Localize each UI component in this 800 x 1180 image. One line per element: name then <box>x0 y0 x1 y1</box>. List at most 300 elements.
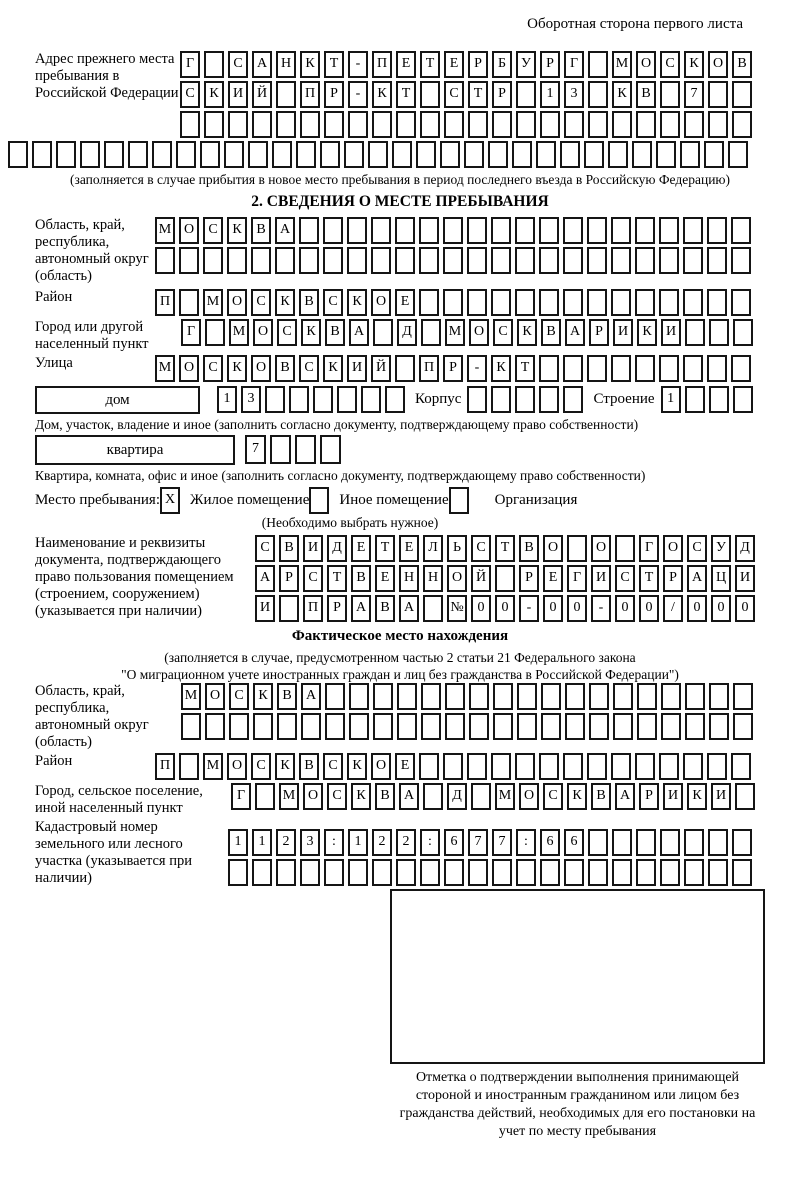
char-cell: И <box>661 319 681 346</box>
char-cell <box>32 141 52 168</box>
char-cell <box>683 289 703 316</box>
char-cell: К <box>517 319 537 346</box>
char-cell <box>467 753 487 780</box>
char-cell <box>683 217 703 244</box>
char-cell: К <box>567 783 587 810</box>
char-cell: М <box>279 783 299 810</box>
char-cell <box>563 753 583 780</box>
char-cell <box>563 217 583 244</box>
prev-address-block <box>35 51 765 141</box>
char-cell <box>685 713 705 740</box>
checkbox-residential: X <box>160 487 180 514</box>
fact-region-block <box>35 683 765 751</box>
char-cell <box>733 713 753 740</box>
char-cell: 2 <box>276 829 296 856</box>
cadastral-label: Кадастровый номер земельного или лесного участка (указывается при наличии) <box>35 819 192 886</box>
actual-location-note-2: "О миграционном учете иностранных граждан и лиц без гражданства в Российской Федерации") <box>121 667 679 682</box>
char-cell <box>299 247 319 274</box>
char-cell <box>491 386 511 413</box>
char-cell <box>347 217 367 244</box>
char-cell: Р <box>492 81 512 108</box>
char-cell <box>444 859 464 886</box>
char-cell: А <box>399 595 419 622</box>
char-cell <box>635 289 655 316</box>
char-cell <box>589 713 609 740</box>
char-cell: Е <box>375 565 395 592</box>
char-cell <box>421 683 441 710</box>
char-cell: К <box>275 753 295 780</box>
char-cell <box>253 713 273 740</box>
char-cell: О <box>543 535 563 562</box>
char-cell: О <box>253 319 273 346</box>
char-cell: 1 <box>252 829 272 856</box>
char-cell <box>635 753 655 780</box>
char-cell <box>707 247 727 274</box>
char-cell <box>395 355 415 382</box>
char-cell: В <box>251 217 271 244</box>
char-cell: 0 <box>639 595 659 622</box>
char-cell: Т <box>375 535 395 562</box>
char-cell <box>395 217 415 244</box>
char-cell <box>251 247 271 274</box>
char-cell <box>337 386 357 413</box>
char-cell <box>708 81 728 108</box>
char-cell: Р <box>279 565 299 592</box>
char-cell: Г <box>231 783 251 810</box>
char-cell <box>181 713 201 740</box>
char-cell <box>155 247 175 274</box>
char-cell: 2 <box>396 829 416 856</box>
char-cell <box>421 319 441 346</box>
char-cell <box>275 247 295 274</box>
char-cell <box>707 289 727 316</box>
char-cell <box>468 859 488 886</box>
char-cell <box>416 141 436 168</box>
stroenie-label: Строение <box>593 391 655 407</box>
char-cell <box>613 713 633 740</box>
char-cell <box>613 683 633 710</box>
char-cell <box>611 217 631 244</box>
char-cell: Г <box>180 51 200 78</box>
char-cell <box>564 859 584 886</box>
char-cell <box>731 217 751 244</box>
char-cell: К <box>491 355 511 382</box>
char-cell: М <box>181 683 201 710</box>
street-block <box>35 355 765 382</box>
char-cell <box>588 111 608 138</box>
char-cell <box>469 713 489 740</box>
char-cell <box>397 713 417 740</box>
char-cell: У <box>516 51 536 78</box>
char-cell <box>296 141 316 168</box>
char-cell <box>660 81 680 108</box>
char-cell: К <box>612 81 632 108</box>
char-cell <box>708 111 728 138</box>
char-cell: С <box>471 535 491 562</box>
char-cell: А <box>255 565 275 592</box>
char-cell <box>443 289 463 316</box>
prev-address-row-4 <box>8 141 765 168</box>
char-cell <box>709 386 729 413</box>
char-cell <box>276 111 296 138</box>
char-cell: С <box>660 51 680 78</box>
char-cell: О <box>591 535 611 562</box>
char-cell: Т <box>324 51 344 78</box>
char-cell <box>324 859 344 886</box>
char-cell <box>179 247 199 274</box>
char-cell <box>733 319 753 346</box>
char-cell: 7 <box>245 435 266 464</box>
char-cell <box>541 683 561 710</box>
house-caption: Дом, участок, владение и иное (заполнить согласно документу, подтверждающему право собственности) <box>35 417 639 432</box>
char-cell <box>659 753 679 780</box>
char-cell: 6 <box>444 829 464 856</box>
char-cell <box>731 247 751 274</box>
char-cell: К <box>301 319 321 346</box>
char-cell: Д <box>447 783 467 810</box>
char-cell <box>680 141 700 168</box>
char-cell <box>372 111 392 138</box>
char-cell: Р <box>639 783 659 810</box>
char-cell <box>373 713 393 740</box>
char-cell: А <box>252 51 272 78</box>
char-cell <box>635 355 655 382</box>
char-cell: П <box>300 81 320 108</box>
char-cell: С <box>180 81 200 108</box>
apartment-cells <box>245 435 345 464</box>
char-cell <box>205 713 225 740</box>
char-cell <box>661 683 681 710</box>
char-cell <box>299 217 319 244</box>
char-cell: В <box>351 565 371 592</box>
char-cell <box>587 355 607 382</box>
char-cell: - <box>519 595 539 622</box>
char-cell: К <box>204 81 224 108</box>
fact-region-cells <box>181 683 765 743</box>
char-cell <box>732 829 752 856</box>
fact-region-row-2 <box>181 713 765 740</box>
char-cell <box>349 713 369 740</box>
char-cell <box>204 51 224 78</box>
char-cell: О <box>251 355 271 382</box>
char-cell <box>632 141 652 168</box>
char-cell <box>493 713 513 740</box>
char-cell <box>228 111 248 138</box>
fact-district-block <box>35 753 765 780</box>
char-cell <box>368 141 388 168</box>
char-cell <box>420 859 440 886</box>
char-cell <box>444 111 464 138</box>
char-cell: К <box>300 51 320 78</box>
char-cell: 1 <box>217 386 237 413</box>
char-cell <box>516 111 536 138</box>
char-cell: С <box>203 217 223 244</box>
char-cell <box>371 247 391 274</box>
char-cell: Р <box>324 81 344 108</box>
stroenie-cells <box>661 386 757 413</box>
char-cell <box>289 386 309 413</box>
char-cell: Ц <box>711 565 731 592</box>
char-cell <box>176 141 196 168</box>
char-cell: Н <box>399 565 419 592</box>
char-cell: : <box>420 829 440 856</box>
char-cell: М <box>445 319 465 346</box>
char-cell <box>491 247 511 274</box>
char-cell: О <box>636 51 656 78</box>
char-cell: С <box>255 535 275 562</box>
fact-region-label: Область, край, республика, автономный округ (область) <box>35 683 149 750</box>
char-cell <box>709 713 729 740</box>
char-cell: О <box>227 289 247 316</box>
char-cell <box>709 319 729 346</box>
char-cell <box>320 141 340 168</box>
char-cell <box>385 386 405 413</box>
char-cell: М <box>203 753 223 780</box>
char-cell: В <box>591 783 611 810</box>
char-cell: Е <box>395 289 415 316</box>
char-cell <box>709 683 729 710</box>
char-cell <box>659 289 679 316</box>
char-cell <box>492 859 512 886</box>
actual-location-title: Фактическое место нахождения <box>291 628 509 644</box>
char-cell: 0 <box>471 595 491 622</box>
char-cell: С <box>228 51 248 78</box>
char-cell <box>300 859 320 886</box>
char-cell <box>224 141 244 168</box>
char-cell <box>683 247 703 274</box>
char-cell <box>493 683 513 710</box>
char-cell: М <box>155 355 175 382</box>
char-cell <box>104 141 124 168</box>
char-cell: В <box>275 355 295 382</box>
char-cell <box>660 859 680 886</box>
char-cell <box>708 859 728 886</box>
char-cell: А <box>687 565 707 592</box>
char-cell <box>179 289 199 316</box>
char-cell <box>488 141 508 168</box>
char-cell: С <box>615 565 635 592</box>
char-cell: К <box>275 289 295 316</box>
char-cell <box>396 111 416 138</box>
apartment-caption: Квартира, комната, офис и иное (заполнить согласно документу, подтверждающему право собственности) <box>35 468 646 483</box>
char-cell: О <box>519 783 539 810</box>
document-block <box>35 535 765 625</box>
char-cell <box>200 141 220 168</box>
char-cell: - <box>348 81 368 108</box>
char-cell <box>707 753 727 780</box>
prev-address-row-3 <box>180 111 765 138</box>
char-cell: 0 <box>687 595 707 622</box>
char-cell: 1 <box>661 386 681 413</box>
char-cell <box>563 247 583 274</box>
char-cell <box>443 247 463 274</box>
char-cell: С <box>303 565 323 592</box>
char-cell: О <box>303 783 323 810</box>
fact-city-row <box>231 783 759 810</box>
stay-type-note: (Необходимо выбрать нужное) <box>261 515 439 530</box>
stay-type-label: Место пребывания: <box>35 492 160 508</box>
char-cell: С <box>251 289 271 316</box>
char-cell: 0 <box>567 595 587 622</box>
char-cell: А <box>275 217 295 244</box>
char-cell: И <box>303 535 323 562</box>
char-cell <box>445 713 465 740</box>
confirmation-stamp-area <box>390 889 765 1141</box>
char-cell <box>731 355 751 382</box>
char-cell <box>397 683 417 710</box>
char-cell <box>392 141 412 168</box>
char-cell: Е <box>351 535 371 562</box>
char-cell <box>684 859 704 886</box>
char-cell <box>265 386 285 413</box>
char-cell <box>420 111 440 138</box>
char-cell <box>349 683 369 710</box>
char-cell <box>635 217 655 244</box>
char-cell: С <box>251 753 271 780</box>
char-cell: М <box>203 289 223 316</box>
char-cell <box>611 753 631 780</box>
char-cell: - <box>467 355 487 382</box>
district-block <box>35 289 765 316</box>
apartment-box: квартира <box>35 435 235 465</box>
char-cell <box>704 141 724 168</box>
char-cell <box>515 753 535 780</box>
char-cell <box>587 289 607 316</box>
korpus-label: Корпус <box>415 391 462 407</box>
char-cell: К <box>253 683 273 710</box>
char-cell <box>516 859 536 886</box>
char-cell <box>612 111 632 138</box>
fact-district-label: Район <box>35 753 73 769</box>
char-cell: И <box>613 319 633 346</box>
char-cell <box>204 111 224 138</box>
actual-location-note-1: (заполняется в случае, предусмотренном частью 2 статьи 21 Федерального закона <box>164 650 636 665</box>
char-cell <box>279 595 299 622</box>
char-cell: Р <box>540 51 560 78</box>
fact-district-row <box>155 753 755 780</box>
char-cell <box>563 386 583 413</box>
char-cell <box>344 141 364 168</box>
char-cell: 1 <box>228 829 248 856</box>
cadastral-cells <box>228 829 765 889</box>
char-cell: А <box>301 683 321 710</box>
char-cell <box>636 111 656 138</box>
char-cell: Т <box>420 51 440 78</box>
char-cell <box>396 859 416 886</box>
char-cell <box>464 141 484 168</box>
char-cell <box>8 141 28 168</box>
char-cell <box>276 81 296 108</box>
apartment-row <box>35 435 765 465</box>
char-cell: П <box>155 753 175 780</box>
char-cell <box>325 713 345 740</box>
char-cell <box>684 829 704 856</box>
char-cell <box>587 217 607 244</box>
char-cell <box>492 111 512 138</box>
char-cell: М <box>155 217 175 244</box>
char-cell <box>80 141 100 168</box>
char-cell <box>495 565 515 592</box>
char-cell <box>683 753 703 780</box>
cadastral-row-2 <box>228 859 765 886</box>
char-cell: Т <box>515 355 535 382</box>
char-cell <box>419 753 439 780</box>
char-cell <box>277 713 297 740</box>
char-cell <box>179 753 199 780</box>
char-cell <box>419 217 439 244</box>
char-cell: О <box>205 683 225 710</box>
char-cell <box>468 111 488 138</box>
char-cell: У <box>711 535 731 562</box>
char-cell: - <box>591 595 611 622</box>
char-cell: И <box>711 783 731 810</box>
char-cell <box>371 217 391 244</box>
char-cell <box>733 683 753 710</box>
char-cell <box>541 713 561 740</box>
char-cell: С <box>493 319 513 346</box>
char-cell <box>491 217 511 244</box>
char-cell <box>276 859 296 886</box>
char-cell <box>419 289 439 316</box>
korpus-cells <box>467 386 587 413</box>
char-cell <box>420 81 440 108</box>
char-cell <box>659 217 679 244</box>
char-cell <box>539 217 559 244</box>
confirmation-stamp-caption: Отметка о подтверждении выполнения принимающей стороной и иностранным гражданином или лицом без гражданства действий, необходимых для его постановки на учет по месту пребывания <box>399 1070 756 1139</box>
char-cell: К <box>227 355 247 382</box>
char-cell: 2 <box>372 829 392 856</box>
char-cell: Т <box>639 565 659 592</box>
char-cell <box>128 141 148 168</box>
char-cell: А <box>399 783 419 810</box>
char-cell <box>584 141 604 168</box>
char-cell <box>732 859 752 886</box>
char-cell <box>731 289 751 316</box>
char-cell <box>539 753 559 780</box>
char-cell: К <box>347 753 367 780</box>
char-cell <box>395 247 415 274</box>
char-cell <box>612 859 632 886</box>
char-cell: К <box>323 355 343 382</box>
char-cell: Д <box>397 319 417 346</box>
char-cell <box>515 289 535 316</box>
region-cells <box>155 217 765 277</box>
char-cell <box>471 783 491 810</box>
char-cell <box>301 713 321 740</box>
char-cell: Т <box>396 81 416 108</box>
char-cell <box>539 355 559 382</box>
char-cell: А <box>565 319 585 346</box>
char-cell <box>707 217 727 244</box>
char-cell: Т <box>495 535 515 562</box>
char-cell <box>324 111 344 138</box>
char-cell <box>361 386 381 413</box>
char-cell <box>589 683 609 710</box>
char-cell <box>567 535 587 562</box>
char-cell: О <box>179 355 199 382</box>
char-cell: О <box>469 319 489 346</box>
char-cell <box>683 355 703 382</box>
char-cell: В <box>732 51 752 78</box>
char-cell <box>467 386 487 413</box>
prev-address-label: Адрес прежнего места пребывания в Российской Федерации <box>35 51 179 101</box>
char-cell <box>228 859 248 886</box>
char-cell <box>637 713 657 740</box>
city-label: Город или другой населенный пункт <box>35 319 149 352</box>
district-row <box>155 289 755 316</box>
char-cell: Е <box>444 51 464 78</box>
char-cell <box>659 355 679 382</box>
